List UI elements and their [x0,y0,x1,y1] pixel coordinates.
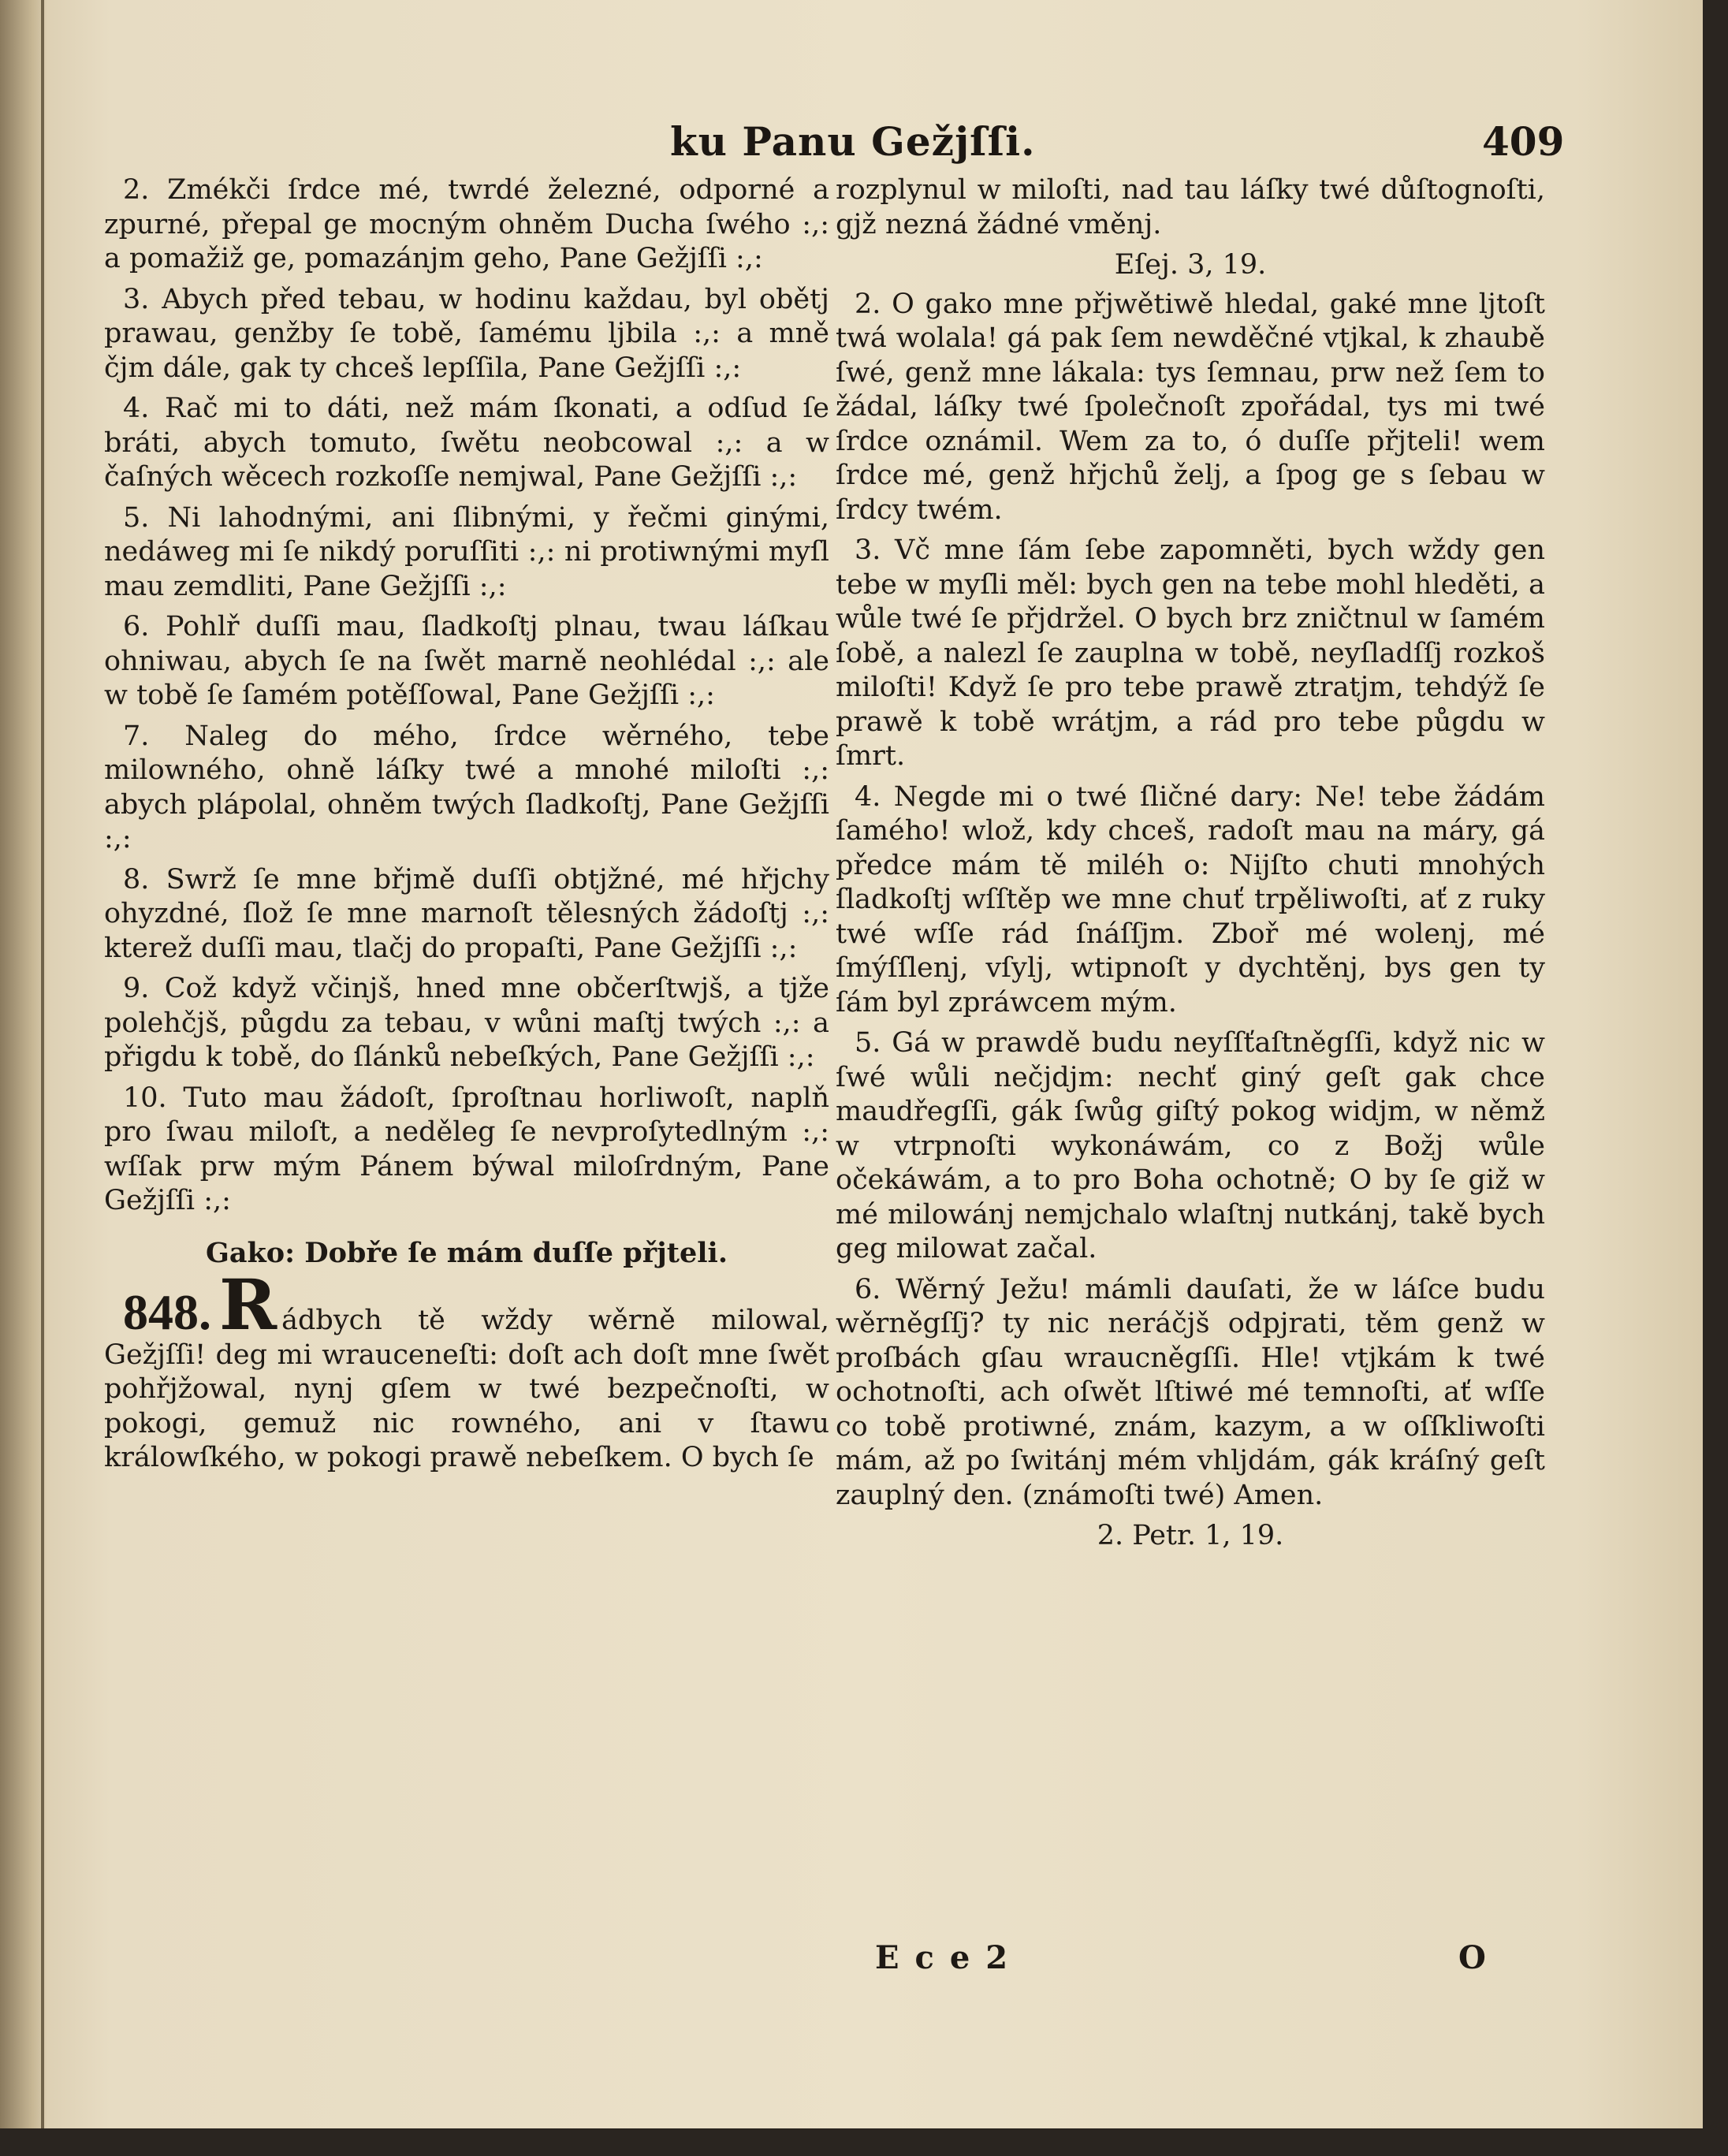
stanza: 6. Wěrný Ježu! mámli dauſati, že w láſce budu wěrněgſſj? ty nic neráčjš odpjrati, těm genž w proſbách gſau wraucněgſſi. Hle! vtjkám k twé ochotnoſti, ach oſwět lſtiwé mé temnoſti, ať wſſe co tobě protiwné, znám, kazym, a w oſſkliwoſti mám, až po ſwitánj mém vhljdám, gák kráſný geſt zauplný den. (známoſti twé) Amen. [836,1273,1545,1511]
stanza: 7. Naleg do mého, ſrdce wěrného, tebe milowného, ohně láſky twé a mnohé miloſti :,: abych plápolal, ohněm twých ſladkoſtj, Pane Gežjſſi :,: [104,720,829,855]
drop-cap: R [219,1264,277,1346]
stanza: 3. Abych před tebau, w hodinu každau, byl obětj prawau, genžby ſe tobě, ſamému ljbila :,: a mně čjm dále, gak ty chceš lepſſila, Pane Gežjſſi :,: [104,283,829,384]
stanza: 9. Což když včinjš, hned mne občerſtwjš, a tjže polehčjš, půgdu za tebau, v wůni maſtj twých :,: a přigdu k tobě, do ſlánků nebeſkých, Pane Gežjſſi :,: [104,973,829,1073]
page-number: 409 [1482,118,1565,165]
stanza: 5. Gá w prawdě budu neyſſťaſtněgſſi, když nic w ſwé wůli nečjdjm: nechť giný geſt gak chce maudřegſſi, gák ſwůg giſtý pokog widjm, w němž w vtrpnoſti wykonáwám, co z Božj wůle očekáwám, a to pro Boha ochotně; O by ſe giž w mé milowánj nemjchalo wlaſtnj nutkánj, takě bych geg milowat začal. [836,1027,1545,1264]
scripture-reference: 2. Petr. 1, 19. [1097,1520,1284,1551]
catchword: O [1458,1939,1486,1976]
left-column [104,173,829,1482]
page-gutter-shadow [0,0,47,2128]
signature-mark: Ece2 [875,1939,1024,1976]
stanza: 4. Rač mi to dáti, než mám ſkonati, a odſud ſe bráti, abych tomuto, ſwětu neobcowal :,: a w čaſných wěcech rozkoſſe nemjwal, Pane Gežjſſi :,: [104,393,829,493]
hymn-848 [104,1264,829,1476]
stanza: 3. Vč mne ſám ſebe zapomněti, bych wždy gen tebe w myſli měl: bych gen na tebe mohl hleděti, a wůle twé ſe přjdržel. O bych brz zničtnul w ſamém ſobě, a nalezl ſe zauplna w tobě, neyſladſſj rozkoš miloſti! Když ſe pro tebe prawě ztratjm, tehdýž ſe prawě k tobě wrátjm, a rád pro tebe půgdu w ſmrt. [836,534,1545,772]
right-column [836,173,1545,1558]
stanza: 6. Pohlř duſſi mau, ſladkoſtj plnau, twau láſkau ohniwau, abych ſe na ſwět marně neohlédal :,: ale w tobě ſe ſamém potěſſowal, Pane Gežjſſi :,: [104,611,829,711]
scripture-reference: Eſej. 3, 19. [1114,249,1267,281]
hymn-text: ádbych tě wždy wěrně milowal, Gežjſſi! deg mi wrauceneſti: doſt ach doſt mne ſwět pohřjžowal, nynj gſem w twé bezpečnoſti, w pokogi, gemuž nic rowného, ani v ſtawu králowſkého, w pokogi prawě nebeſkem. O bych ſe [104,1305,829,1473]
stanza: 5. Ni lahodnými, ani ſlibnými, y řečmi ginými, nedáweg mi ſe nikdý poruſſiti :,: ni protiwnými myſl mau zemdliti, Pane Gežjſſi :,: [104,501,829,602]
stanza: 4. Negde mi o twé ſličné dary: Ne! tebe žádám ſamého! wlož, kdy chceš, radoſt mau na máry, gá předce mám tě miléh o: Nijſto chuti mnohých ſladkoſtj wſſtěp we mne chuť trpěliwoſti, ať z ruky twé wſſe rád ſnáſſjm. Zboř mé wolenj, mé ſmýſſlenj, vſylj, wtipnoſt y dychtěnj, bys gen ty ſám byl zpráwcem mým. [836,780,1545,1018]
stanza: 2. O gako mne přjwětiwě hledal, gaké mne ljtoſt twá wolala! gá pak ſem newděčné vtjkal, k zhaubě ſwé, genž mne lákala: tys ſemnau, prw než ſem to žádal, láſky twé ſpolečnoſt zpořádal, tys mi twé ſrdce oznámil. Wem za to, ó duſſe přjteli! wem ſrdce mé, genž hřjchů želj, a ſpog ge s ſebau w ſrdcy twém. [836,288,1545,526]
stanza: 10. Tuto mau žádoſt, ſproſtnau horliwoſt, naplň pro ſwau miloſt, a neděleg ſe nevproſytedlným :,: wſſak prw mým Pánem býwal miloſrdným, Pane Gežjſſi :,: [104,1082,829,1216]
melody-indication: Gako: Dobře ſe mám duſſe přjteli. [205,1236,728,1269]
page-footer [0,1939,1703,1994]
hymn-number: 848. [123,1284,211,1340]
running-header [0,110,1703,181]
running-title: ku Panu Gežjſſi. [670,118,1036,165]
page-gutter-line [41,0,44,2128]
stanza: 2. Zmékči ſrdce mé, twrdé železné, odporné a zpurné, přepal ge mocným ohněm Ducha ſwého :,: a pomažiž ge, pomazánjm geho, Pane Gežjſſi :,: [104,174,829,274]
hymn-continuation: rozplynul w miloſti, nad tau láſky twé důſtognoſti, gjž nezná žádné vměnj. [836,174,1545,240]
stanza: 8. Swrž ſe mne břjmě duſſi obtjžné, mé hřjchy ohyzdné, ſlož ſe mne marnoſt tělesných žádoſtj :,: kterež duſſi mau, tlačj do propaſti, Pane Gežjſſi :,: [104,863,829,964]
